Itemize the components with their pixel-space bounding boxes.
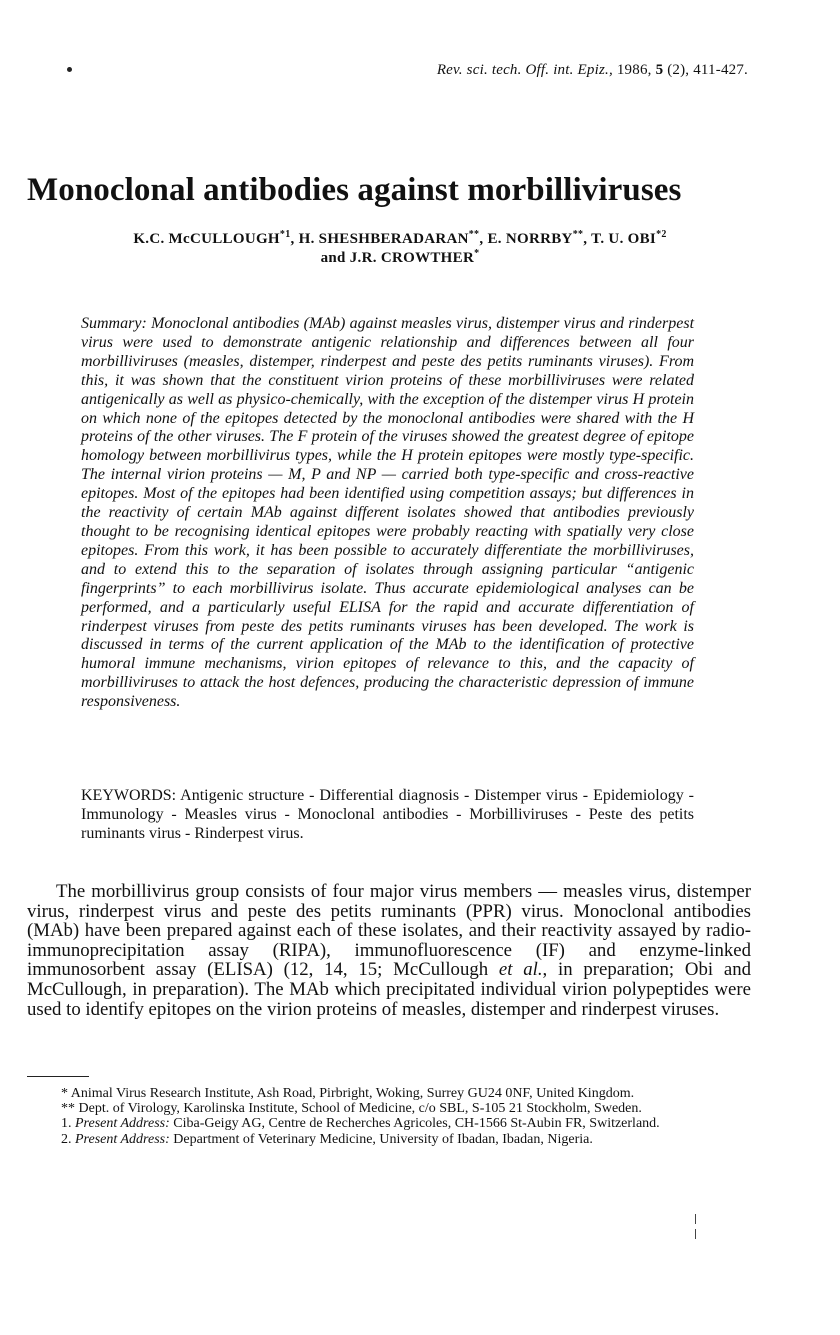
journal-citation <box>380 62 748 79</box>
footnotes <box>27 1086 751 1147</box>
footnote-text: Department of Veterinary Medicine, University of Ibadan, Ibadan, Nigeria. <box>169 1131 593 1147</box>
scan-artifact-mark <box>695 1229 696 1239</box>
footnote-mark: ** <box>61 1101 79 1117</box>
footnote-mark: * <box>61 1086 71 1101</box>
footnote-divider <box>27 1076 89 1077</box>
author-conjunction: and <box>320 250 350 266</box>
footnote <box>27 1101 751 1116</box>
body-text-part: , in preparation; Obi and McCullough, in preparation). The MAb which precipitated individual virion polypeptides were used to identify epitopes on the virion proteins of measles, distemper and rinderpest viruses. <box>27 959 751 1020</box>
footnote-mark: 1. <box>61 1116 75 1132</box>
author-separator: , <box>290 231 299 247</box>
footnote <box>27 1132 751 1147</box>
body-et-al: et al. <box>498 959 543 981</box>
journal-volume: 5 <box>655 62 664 78</box>
author-affiliation-mark: ** <box>572 229 584 240</box>
margin-dot <box>67 67 72 72</box>
journal-name: Rev. sci. tech. Off. int. Epiz., <box>436 62 613 78</box>
article-title: Monoclonal antibodies against morbilliviruses <box>27 172 682 208</box>
journal-issue-pages: (2), 411-427. <box>667 62 748 78</box>
footnote <box>27 1116 751 1131</box>
footnote-text: Dept. of Virology, Karolinska Institute, School of Medicine, c/o SBL, S-105 21 Stockholm, Sweden. <box>78 1101 642 1117</box>
journal-year: 1986, <box>616 62 652 78</box>
author-name: K.C. McCULLOUGH <box>133 231 280 247</box>
footnote-text: Ciba-Geigy AG, Centre de Recherches Agricoles, CH-1566 St-Aubin FR, Switzerland. <box>169 1116 660 1132</box>
author-line-1 <box>60 230 740 249</box>
author-name: E. NORRBY <box>487 231 573 247</box>
footnote-label: Present Address: <box>75 1131 170 1147</box>
summary-text: Monoclonal antibodies (MAb) against measles virus, distemper virus and rinderpest virus were used to demonstrate antigenic relationship and differences between all four morbilliviruses (measles, distemper, rinderpest and peste des petits ruminants viruses). From this, it was shown that the constituent virion proteins of these morbilliviruses were related antigenically as well as physico-chemically, with the exception of the distemper virus H protein on which none of the epitopes detected by the monoclonal antibodies were shared with the H proteins of the other viruses. The F protein of the viruses showed the greatest degree of epitope homology between morbillivirus types, while the H protein epitopes were mostly type-specific. The internal virion proteins — M, P and NP — carried both type-specific and cross-reactive epitopes. Most of the epitopes had been identified using competition assays; but differences in the reactivity of certain MAb against different isolates showed that antibodies previously thought to be recognising identical epitopes were probably reacting with spatially very close epitopes. From this work, it has been possible to accurately differentiate the morbilliviruses, and to extend this to the separation of isolates through assigning particular “antigenic fingerprints” to each morbillivirus isolate. Thus accurate epidemiological analyses can be performed, and a particularly useful ELISA for the rapid and accurate differentiation of rinderpest viruses from peste des petits ruminants viruses has been developed. The work is discussed in terms of the current application of the MAb to the identification of protective humoral immune mechanisms, virion epitopes of relevance to this, and the capacity of morbilliviruses to attack the host defences, producing the characteristic depression of immune responsiveness. <box>81 315 695 711</box>
author-line-2 <box>60 249 740 268</box>
scan-artifact-mark <box>695 1214 696 1224</box>
author-separator: , <box>583 231 592 247</box>
author-list <box>60 230 740 268</box>
author-affiliation-mark: ** <box>468 229 480 240</box>
author-name: T. U. OBI <box>591 231 657 247</box>
body-text-part: The morbillivirus group consists of four major virus members — measles virus, distemper virus, rinderpest virus and peste des petits ruminants (PPR) virus. Monoclonal antibodies (MAb) have been prepared against each of these isolates, and their reactivity assayed by radio-immunoprecipitation assay (RIPA), immunofluorescence (IF) and enzyme-linked immunosorbent assay (ELISA) (12, 14, 15; McCullough <box>27 881 751 981</box>
author-affiliation-mark: * <box>474 248 480 259</box>
footnote <box>27 1086 751 1101</box>
author-affiliation-mark: *1 <box>279 229 291 240</box>
body-paragraph <box>27 882 751 1019</box>
footnote-label: Present Address: <box>75 1116 170 1132</box>
author-name: H. SHESHBERADARAN <box>298 231 469 247</box>
summary-abstract <box>81 315 694 712</box>
keywords: KEYWORDS: Antigenic structure - Differential diagnosis - Distemper virus - Epidemiology - Immunology - Measles virus - Monoclonal antibodies - Morbilliviruses - Peste des petits ruminants virus - Rinderpest virus. <box>81 787 694 842</box>
author-affiliation-mark: *2 <box>656 229 667 240</box>
footnote-text: Animal Virus Research Institute, Ash Road, Pirbright, Woking, Surrey GU24 0NF, United Kingdom. <box>70 1086 635 1101</box>
author-separator: , <box>479 231 488 247</box>
author-name: J.R. CROWTHER <box>349 250 475 266</box>
summary-label: Summary: <box>81 315 147 332</box>
footnote-mark: 2. <box>61 1131 75 1147</box>
